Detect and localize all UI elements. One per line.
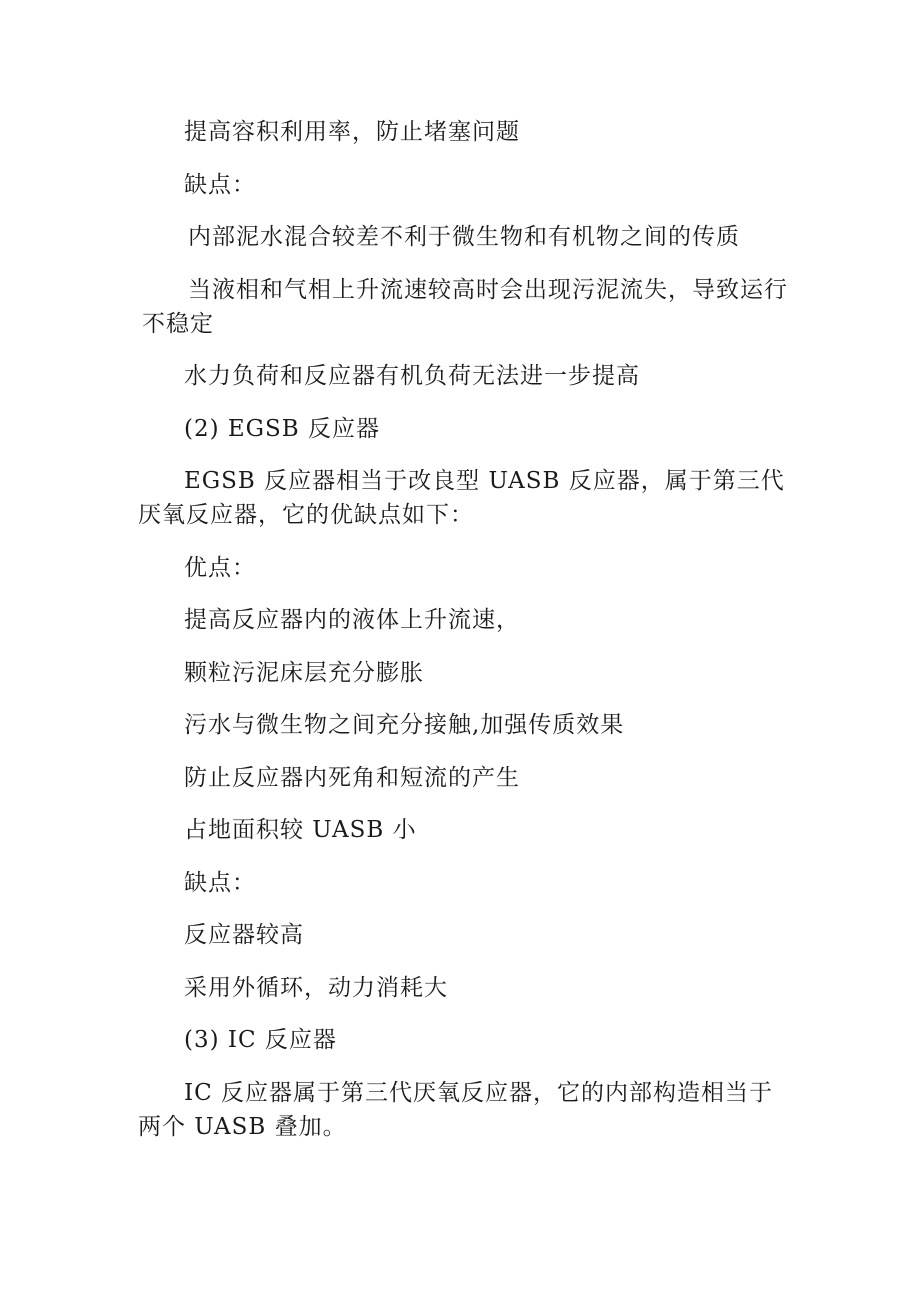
paragraph-10: 颗粒污泥床层充分膨胀	[184, 659, 424, 686]
paragraph-16: 采用外循环，动力消耗大	[184, 974, 448, 1001]
paragraph-13: 占地面积较 UASB 小	[184, 817, 417, 843]
paragraph-9: 提高反应器内的液体上升流速，	[184, 607, 520, 633]
paragraph-8: 优点：	[184, 554, 256, 581]
paragraph-15: 反应器较高	[184, 922, 304, 948]
paragraph-3: 内部泥水混合较差不利于微生物和有机物之间的传质	[188, 224, 740, 250]
paragraph-1: 提高容积利用率，防止堵塞问题	[184, 119, 520, 145]
paragraph-11: 污水与微生物之间充分接触,加强传质效果	[184, 712, 625, 738]
paragraph-2: 缺点：	[184, 171, 256, 198]
paragraph-12: 防止反应器内死角和短流的产生	[184, 764, 520, 791]
paragraph-14: 缺点：	[184, 869, 256, 896]
paragraph-5: 水力负荷和反应器有机负荷无法进一步提高	[184, 363, 640, 389]
section-heading-ic: (3) IC 反应器	[184, 1027, 337, 1053]
section-heading-egsb: (2) EGSB 反应器	[184, 415, 381, 442]
document-body	[138, 115, 788, 1162]
paragraph-18: IC 反应器属于第三代厌氧反应器，它的内部构造相当于两个 UASB 叠加。	[138, 1079, 773, 1140]
paragraph-7: EGSB 反应器相当于改良型 UASB 反应器，属于第三代厌氧反应器，它的优缺点如下：	[138, 468, 785, 528]
paragraph-4: 当液相和气相上升流速较高时会出现污泥流失，导致运行不稳定	[142, 276, 788, 337]
